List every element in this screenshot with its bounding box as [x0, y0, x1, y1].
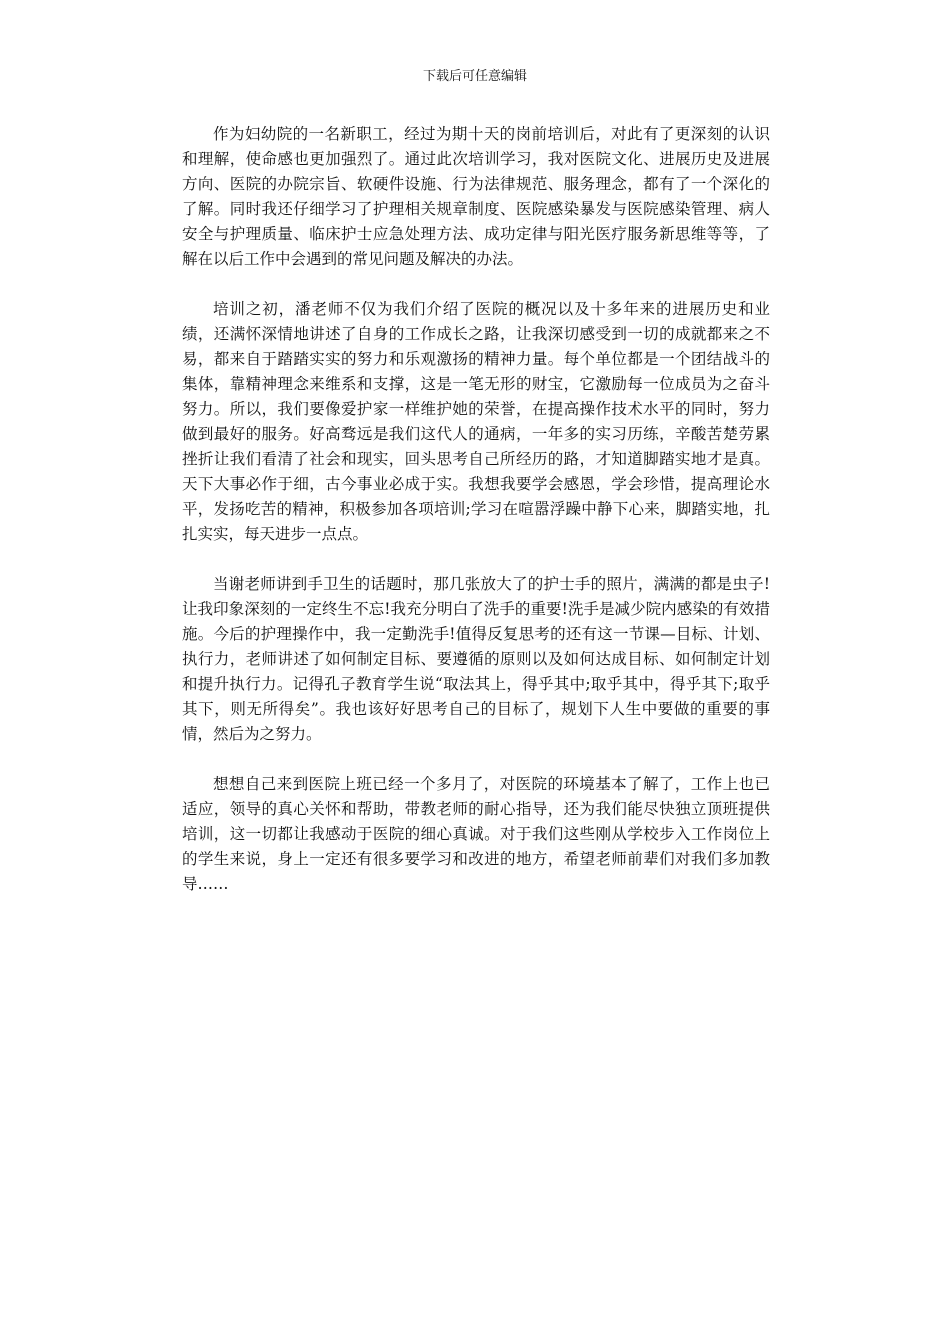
paragraph-4: 想想自己来到医院上班已经一个多月了，对医院的环境基本了解了，工作上也已适应，领导的真心关怀和帮助，带教老师的耐心指导，还为我们能尽快独立顶班提供培训，这一切都让我感动于医院的细心真诚。对于我们这些刚从学校步入工作岗位上的学生来说，身上一定还有很多要学习和改进的地方，希望老师前辈们对我们多加教导…… — [182, 775, 770, 893]
document-body — [182, 122, 770, 922]
paragraph-3: 当谢老师讲到手卫生的话题时，那几张放大了的护士手的照片，满满的都是虫子!让我印象深刻的一定终生不忘!我充分明白了洗手的重要!洗手是减少院内感染的有效措施。今后的护理操作中，我一定勤洗手!值得反复思考的还有这一节课—目标、计划、执行力，老师讲述了如何制定目标、要遵循的原则以及如何达成目标、如何制定计划和提升执行力。记得孔子教育学生说“取法其上，得乎其中;取乎其中，得乎其下;取乎其下，则无所得矣”。我也该好好思考自己的目标了，规划下人生中要做的重要的事情，然后为之努力。 — [182, 575, 770, 743]
paragraph-1: 作为妇幼院的一名新职工，经过为期十天的岗前培训后，对此有了更深刻的认识和理解，使命感也更加强烈了。通过此次培训学习，我对医院文化、进展历史及进展方向、医院的办院宗旨、软硬件设施、行为法律规范、服务理念，都有了一个深化的了解。同时我还仔细学习了护理相关规章制度、医院感染暴发与医院感染管理、病人安全与护理质量、临床护士应急处理方法、成功定律与阳光医疗服务新思维等等，了解在以后工作中会遇到的常见问题及解决的办法。 — [182, 125, 770, 268]
paragraph-2: 培训之初，潘老师不仅为我们介绍了医院的概况以及十多年来的进展历史和业绩，还满怀深情地讲述了自身的工作成长之路，让我深切感受到一切的成就都来之不易，都来自于踏踏实实的努力和乐观激扬的精神力量。每个单位都是一个团结战斗的集体，靠精神理念来维系和支撑，这是一笔无形的财宝，它激励每一位成员为之奋斗努力。所以，我们要像爱护家一样维护她的荣誉，在提高操作技术水平的同时，努力做到最好的服务。好高骛远是我们这代人的通病，一年多的实习历练，辛酸苦楚劳累挫折让我们看清了社会和现实，回头思考自己所经历的路，才知道脚踏实地才是真。天下大事必作于细，古今事业必成于实。我想我要学会感恩，学会珍惜，提高理论水平，发扬吃苦的精神，积极参加各项培训;学习在喧嚣浮躁中静下心来，脚踏实地，扎扎实实，每天进步一点点。 — [182, 300, 770, 543]
page-header: 下载后可任意编辑 — [422, 69, 527, 84]
